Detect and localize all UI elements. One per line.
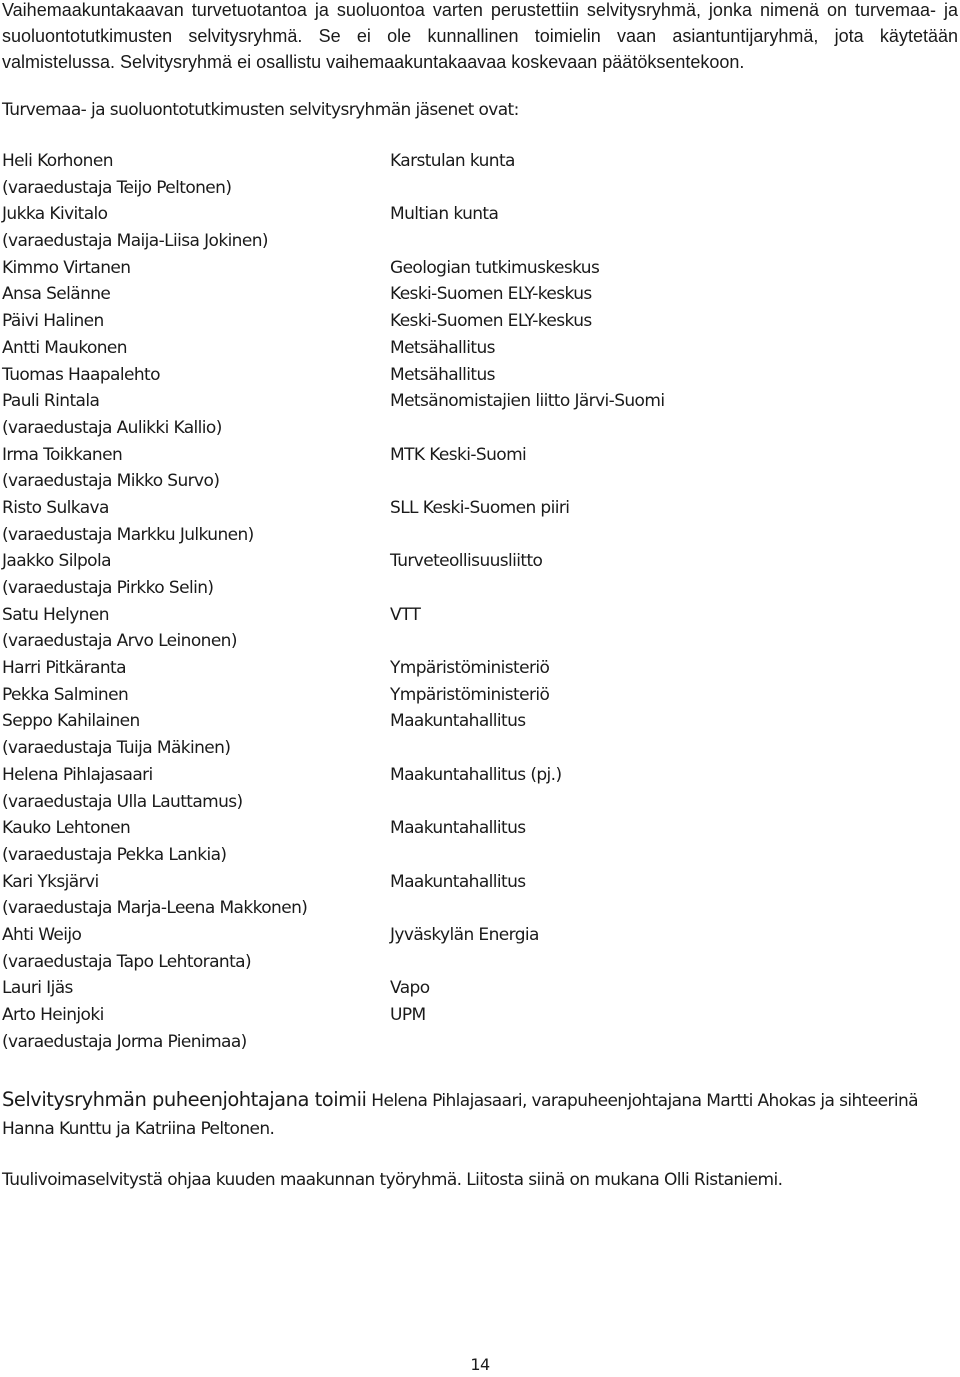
member-organization: SLL Keski-Suomen piiri [390,497,570,518]
member-name: Antti Maukonen [2,337,127,358]
member-row [2,975,942,1002]
member-name: (varaedustaja Aulikki Kallio) [2,417,222,438]
member-row [2,495,942,522]
members-heading: Turvemaa- ja suoluontotutkimusten selvitysryhmän jäsenet ovat: [2,100,519,120]
member-organization: Metsähallitus [390,364,495,385]
member-row [2,175,942,202]
member-name: Helena Pihlajasaari [2,764,153,785]
member-organization: Ympäristöministeriö [390,684,550,705]
member-row [2,522,942,549]
member-row [2,362,942,389]
page-number: 14 [470,1355,490,1374]
chair-paragraph-lead: Selvitysryhmän puheenjohtajana toimii [2,1088,367,1111]
member-organization: Geologian tutkimuskeskus [390,257,600,278]
member-organization: VTT [390,604,421,625]
member-row [2,548,942,575]
member-name: Risto Sulkava [2,497,109,518]
member-name: Pauli Rintala [2,391,100,412]
member-organization: Maakuntahallitus [390,711,526,732]
member-organization: Jyväskylän Energia [390,924,539,945]
member-name: Kimmo Virtanen [2,257,131,278]
member-organization: UPM [390,1005,426,1025]
member-name: Ansa Selänne [2,284,111,305]
member-organization: Maakuntahallitus [390,871,526,892]
member-row [2,228,942,255]
member-name: Kauko Lehtonen [2,818,131,839]
member-row [2,895,942,922]
member-organization: Multian kunta [390,204,499,225]
member-name: Satu Helynen [2,604,109,625]
member-row [2,148,942,175]
members-list [2,148,942,1055]
member-row [2,789,942,816]
member-name: (varaedustaja Arvo Leinonen) [2,631,237,652]
member-row [2,281,942,308]
member-row [2,255,942,282]
member-row [2,468,942,495]
member-name: (varaedustaja Maija-Liisa Jokinen) [2,231,268,252]
member-organization: Maakuntahallitus (pj.) [390,764,562,785]
member-row [2,869,942,896]
member-row [2,442,942,469]
member-name: Seppo Kahilainen [2,711,140,732]
member-name: (varaedustaja Pekka Lankia) [2,844,227,865]
member-name: (varaedustaja Pirkko Selin) [2,578,214,598]
member-row [2,1029,942,1056]
member-row [2,1002,942,1029]
member-row [2,842,942,869]
member-organization: Metsähallitus [390,337,495,358]
member-name: Jukka Kivitalo [2,204,108,225]
member-row [2,308,942,335]
member-name: (varaedustaja Teijo Peltonen) [2,177,232,198]
member-organization: Ympäristöministeriö [390,658,550,679]
member-name: Arto Heinjoki [2,1005,104,1025]
member-name: (varaedustaja Jorma Pienimaa) [2,1031,247,1052]
member-organization: MTK Keski-Suomi [390,444,527,465]
member-name: Irma Toikkanen [2,444,123,465]
member-row [2,628,942,655]
member-row [2,708,942,735]
member-row [2,335,942,362]
member-name: (varaedustaja Mikko Survo) [2,471,220,492]
member-organization: Keski-Suomen ELY-keskus [390,311,592,332]
member-name: (varaedustaja Marja-Leena Makkonen) [2,898,308,919]
member-name: Päivi Halinen [2,311,104,332]
member-organization: Keski-Suomen ELY-keskus [390,284,592,305]
member-row [2,201,942,228]
chair-paragraph [2,1086,946,1143]
member-organization: Metsänomistajien liitto Järvi-Suomi [390,391,665,412]
member-row [2,682,942,709]
wind-paragraph: Tuulivoimaselvitystä ohjaa kuuden maakunnan työryhmä. Liitosta siinä on mukana Olli Ristaniemi. [2,1170,783,1190]
member-row [2,735,942,762]
member-row [2,388,942,415]
member-name: Ahti Weijo [2,924,82,945]
member-row [2,655,942,682]
member-name: Jaakko Silpola [2,551,111,572]
member-name: Heli Korhonen [2,151,113,171]
member-name: (varaedustaja Markku Julkunen) [2,524,254,545]
member-row [2,602,942,629]
member-name: Pekka Salminen [2,684,129,705]
member-row [2,762,942,789]
member-name: Tuomas Haapalehto [2,364,160,385]
member-organization: Karstulan kunta [390,151,515,171]
member-row [2,949,942,976]
member-organization: Turveteollisuusliitto [390,551,543,572]
member-row [2,922,942,949]
member-organization: Maakuntahallitus [390,818,526,839]
member-row [2,575,942,602]
member-row [2,415,942,442]
member-row [2,815,942,842]
member-organization: Vapo [390,978,430,999]
chair-paragraph-rest: Helena Pihlajasaari, varapuheenjohtajana Martti Ahokas ja sihteerinä Hanna Kunttu ja Katriina Peltonen. [2,1091,918,1139]
member-name: (varaedustaja Tuija Mäkinen) [2,738,231,759]
member-name: (varaedustaja Ulla Lauttamus) [2,791,243,812]
member-name: (varaedustaja Tapo Lehtoranta) [2,951,251,972]
intro-paragraph: Vaihemaakuntakaavan turvetuotantoa ja suoluontoa varten perustettiin selvitysryhmä, jonka nimenä on turvemaa- ja suoluontotutkimusten selvitysryhmä. Se ei ole kunnallinen toimielin vaan asiantuntijaryhmä, jota käytetään valmistelussa. Selvitysryhmä ei osallistu vaihemaakuntakaavaa koskevaan päätöksentekoon. [2,0,958,72]
member-name: Lauri Ijäs [2,978,73,999]
member-name: Harri Pitkäranta [2,658,126,679]
member-name: Kari Yksjärvi [2,871,99,892]
